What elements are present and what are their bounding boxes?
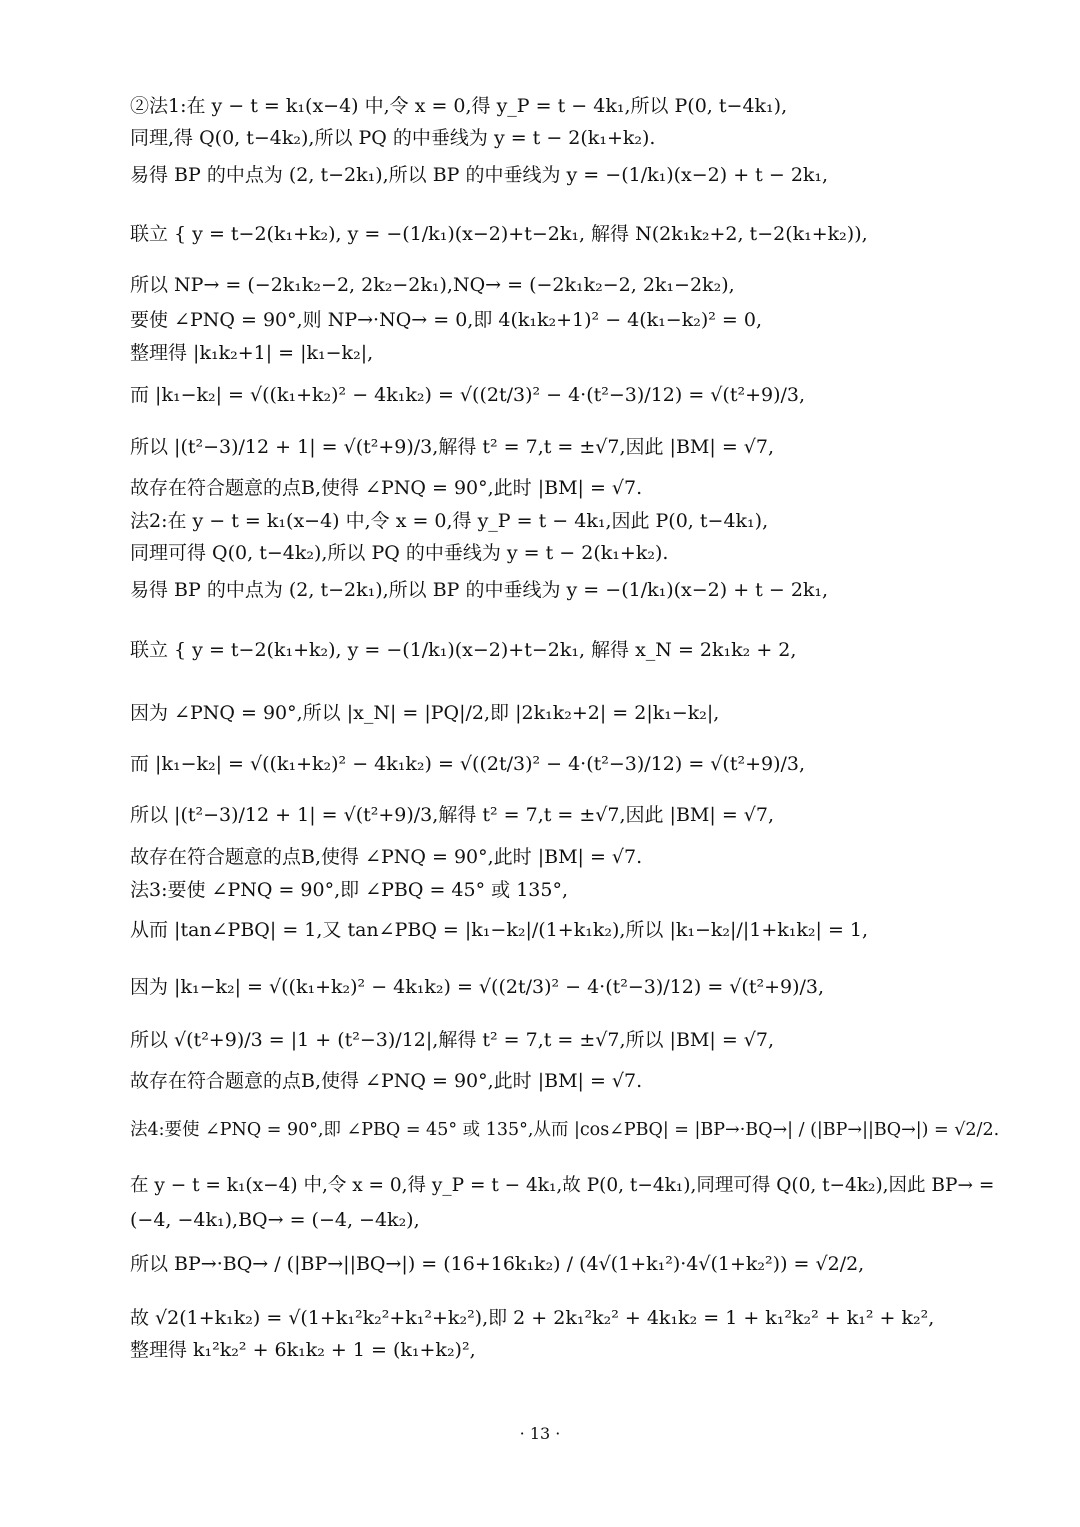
text-line: 故存在符合题意的点B,使得 ∠PNQ = 90°,此时 |BM| = √7. bbox=[130, 846, 643, 868]
text-line: 整理得 k₁²k₂² + 6k₁k₂ + 1 = (k₁+k₂)², bbox=[130, 1339, 476, 1361]
text-line: 在 y − t = k₁(x−4) 中,令 x = 0,得 y_P = t − 4k₁,故 P(0, t−4k₁),同理可得 Q(0, t−4k₂),因此 BP→ = bbox=[130, 1175, 995, 1196]
text-line: 因为 |k₁−k₂| = √((k₁+k₂)² − 4k₁k₂) = √((2t/3)² − 4·(t²−3)/12) = √(t²+9)/3, bbox=[130, 976, 825, 998]
text-line: 同理可得 Q(0, t−4k₂),所以 PQ 的中垂线为 y = t − 2(k₁+k₂). bbox=[130, 542, 669, 564]
page-number: · 13 · bbox=[519, 1424, 561, 1443]
text-line: 而 |k₁−k₂| = √((k₁+k₂)² − 4k₁k₂) = √((2t/3)² − 4·(t²−3)/12) = √(t²+9)/3, bbox=[130, 384, 806, 406]
text-line: 因为 ∠PNQ = 90°,所以 |x_N| = |PQ|/2,即 |2k₁k₂+2| = 2|k₁−k₂|, bbox=[130, 702, 720, 724]
text-line: 从而 |tan∠PBQ| = 1,又 tan∠PBQ = |k₁−k₂|/(1+k₁k₂),所以 |k₁−k₂|/|1+k₁k₂| = 1, bbox=[130, 919, 869, 941]
text-line: 易得 BP 的中点为 (2, t−2k₁),所以 BP 的中垂线为 y = −(1/k₁)(x−2) + t − 2k₁, bbox=[130, 164, 829, 186]
text-line: 所以 NP→ = (−2k₁k₂−2, 2k₂−2k₁),NQ→ = (−2k₁k₂−2, 2k₁−2k₂), bbox=[130, 274, 735, 296]
text-line: 所以 √(t²+9)/3 = |1 + (t²−3)/12|,解得 t² = 7,t = ±√7,所以 |BM| = √7, bbox=[130, 1029, 775, 1051]
text-line: 法2:在 y − t = k₁(x−4) 中,令 x = 0,得 y_P = t − 4k₁,因此 P(0, t−4k₁), bbox=[130, 510, 769, 532]
text-line: 故 √2(1+k₁k₂) = √(1+k₁²k₂²+k₁²+k₂²),即 2 + 2k₁²k₂² + 4k₁k₂ = 1 + k₁²k₂² + k₁² + k₂², bbox=[130, 1307, 935, 1329]
text-line: ②法1:在 y − t = k₁(x−4) 中,令 x = 0,得 y_P = t − 4k₁,所以 P(0, t−4k₁), bbox=[130, 95, 788, 117]
text-line: 易得 BP 的中点为 (2, t−2k₁),所以 BP 的中垂线为 y = −(1/k₁)(x−2) + t − 2k₁, bbox=[130, 579, 829, 601]
text-line: (−4, −4k₁),BQ→ = (−4, −4k₂), bbox=[130, 1209, 420, 1231]
text-line: 联立 { y = t−2(k₁+k₂), y = −(1/k₁)(x−2)+t−2k₁, 解得 x_N = 2k₁k₂ + 2, bbox=[130, 639, 797, 661]
text-line: 法4:要使 ∠PNQ = 90°,即 ∠PBQ = 45° 或 135°,从而 |cos∠PBQ| = |BP→·BQ→| / (|BP→||BQ→|) = √2/2. bbox=[130, 1120, 1000, 1140]
text-line: 法3:要使 ∠PNQ = 90°,即 ∠PBQ = 45° 或 135°, bbox=[130, 879, 568, 901]
text-line: 要使 ∠PNQ = 90°,则 NP→·NQ→ = 0,即 4(k₁k₂+1)² − 4(k₁−k₂)² = 0, bbox=[130, 309, 762, 331]
text-line: 故存在符合题意的点B,使得 ∠PNQ = 90°,此时 |BM| = √7. bbox=[130, 1070, 643, 1092]
text-line: 而 |k₁−k₂| = √((k₁+k₂)² − 4k₁k₂) = √((2t/3)² − 4·(t²−3)/12) = √(t²+9)/3, bbox=[130, 753, 806, 775]
text-line: 所以 |(t²−3)/12 + 1| = √(t²+9)/3,解得 t² = 7,t = ±√7,因此 |BM| = √7, bbox=[130, 436, 775, 458]
text-line: 故存在符合题意的点B,使得 ∠PNQ = 90°,此时 |BM| = √7. bbox=[130, 477, 643, 499]
text-line: 联立 { y = t−2(k₁+k₂), y = −(1/k₁)(x−2)+t−2k₁, 解得 N(2k₁k₂+2, t−2(k₁+k₂)), bbox=[130, 223, 868, 245]
text-line: 同理,得 Q(0, t−4k₂),所以 PQ 的中垂线为 y = t − 2(k₁+k₂). bbox=[130, 127, 656, 149]
text-line: 所以 BP→·BQ→ / (|BP→||BQ→|) = (16+16k₁k₂) / (4√(1+k₁²)·4√(1+k₂²)) = √2/2, bbox=[130, 1253, 865, 1275]
text-line: 所以 |(t²−3)/12 + 1| = √(t²+9)/3,解得 t² = 7,t = ±√7,因此 |BM| = √7, bbox=[130, 804, 775, 826]
text-line: 整理得 |k₁k₂+1| = |k₁−k₂|, bbox=[130, 342, 374, 364]
